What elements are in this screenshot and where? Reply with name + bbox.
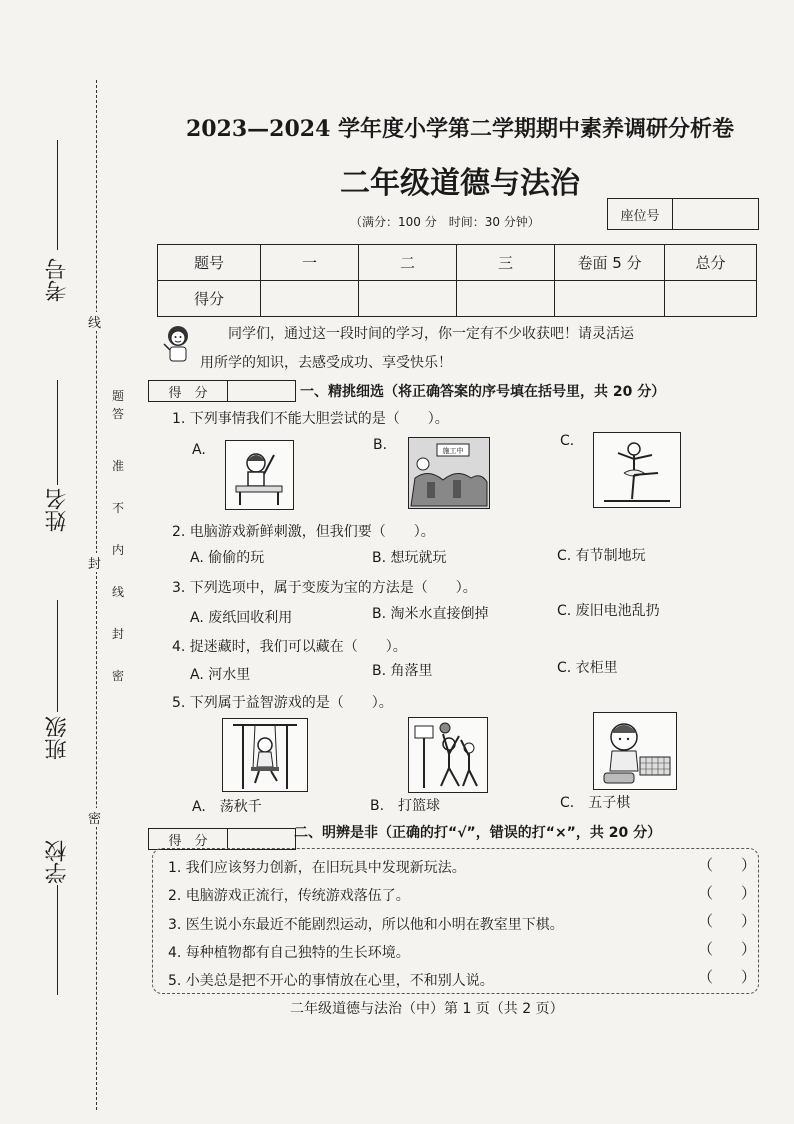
section1-score-field[interactable] — [228, 381, 295, 401]
exam-number-label: 考号 — [45, 258, 70, 302]
seal-char: 准 — [112, 459, 125, 473]
name-label: 姓名 — [45, 488, 70, 532]
seal-word-line: 线 — [88, 312, 101, 331]
q2-option-b[interactable]: B. 想玩就玩 — [372, 550, 447, 566]
table-header-cell: 题号 — [158, 245, 261, 281]
seal-word-secret: 密 — [88, 808, 101, 827]
class-label: 班级 — [45, 716, 70, 760]
score-cell[interactable] — [665, 281, 757, 317]
section1-title: 一、精挑细选（将正确答案的序号填在括号里，共 20 分） — [300, 384, 666, 400]
judge-item-5: 5. 小美总是把不开心的事情放在心里，不和别人说。 — [168, 973, 494, 989]
seal-char: 题 — [112, 389, 125, 403]
q4-option-c[interactable]: C. 衣柜里 — [557, 660, 618, 676]
seat-number-label: 座位号 — [608, 199, 673, 229]
q1-option-c[interactable]: C. — [560, 433, 575, 449]
page-footer: 二年级道德与法治（中）第 1 页（共 2 页） — [290, 1001, 564, 1017]
child-raising-hand-image — [225, 440, 294, 510]
answer-blank-4[interactable]: （） — [698, 940, 785, 958]
name-line[interactable] — [57, 380, 58, 485]
table-row — [158, 281, 757, 317]
table-row — [158, 245, 757, 281]
construction-sign-text: 施工中 — [442, 447, 464, 455]
gomoku-image — [593, 712, 677, 790]
q1-option-a[interactable]: A. — [192, 442, 206, 458]
swing-image — [222, 718, 308, 792]
question-2: 2. 电脑游戏新鲜刺激，但我们要（ ）。 — [172, 524, 435, 540]
q5-option-c[interactable]: C. 五子棋 — [560, 795, 631, 811]
q2-option-c[interactable]: C. 有节制地玩 — [557, 548, 646, 564]
seal-notice — [112, 390, 130, 688]
judge-item-4: 4. 每种植物都有自己独特的生长环境。 — [168, 945, 410, 961]
q3-option-b[interactable]: B. 淘米水直接倒掉 — [372, 606, 489, 622]
table-header-cell: 卷面 5 分 — [555, 245, 665, 281]
exam-title: 2023—2024 学年度小学第二学期期中素养调研分析卷 — [185, 116, 735, 142]
question-4: 4. 捉迷藏时，我们可以藏在（ ）。 — [172, 639, 407, 655]
seal-char: 密 — [112, 669, 125, 683]
table-header-cell: 二 — [359, 245, 457, 281]
seal-char: 答 — [112, 407, 125, 421]
intro-text — [200, 320, 770, 378]
section1-score-box — [148, 380, 296, 402]
section2-score-field[interactable] — [228, 829, 295, 849]
score-cell[interactable] — [359, 281, 457, 317]
binding-dashed-line — [96, 80, 97, 1110]
construction-site-image — [408, 437, 490, 509]
seal-char: 内 — [112, 543, 125, 557]
q3-option-c[interactable]: C. 废旧电池乱扔 — [557, 603, 660, 619]
school-line[interactable] — [57, 885, 58, 995]
section2-score-label: 得 分 — [149, 829, 228, 849]
basketball-image — [408, 717, 488, 793]
ballet-dancer-image — [593, 432, 681, 508]
judge-item-3: 3. 医生说小东最近不能剧烈运动，所以他和小明在教室里下棋。 — [168, 917, 564, 933]
score-cell[interactable] — [261, 281, 359, 317]
intro-line: 同学们，通过这一段时间的学习，你一定有不少收获吧！请灵活运 — [228, 326, 634, 342]
q1-option-b[interactable]: B. — [373, 437, 388, 453]
q3-option-a[interactable]: A. 废纸回收利用 — [190, 610, 293, 626]
score-table — [157, 244, 757, 317]
question-5: 5. 下列属于益智游戏的是（ ）。 — [172, 695, 393, 711]
seat-number-box — [607, 198, 759, 230]
question-1: 1. 下列事情我们不能大胆尝试的是（ ）。 — [172, 411, 449, 427]
girl-cartoon-icon — [160, 322, 196, 366]
question-3: 3. 下列选项中，属于变废为宝的方法是（ ）。 — [172, 580, 477, 596]
exam-number-line[interactable] — [57, 140, 58, 250]
seal-word-seal: 封 — [88, 553, 101, 572]
seal-char: 封 — [112, 627, 125, 641]
answer-blank-2[interactable]: （） — [698, 884, 785, 902]
table-header-cell: 三 — [457, 245, 555, 281]
exam-subtitle: 二年级道德与法治 — [340, 166, 580, 201]
q2-option-a[interactable]: A. 偷偷的玩 — [190, 550, 265, 566]
exam-meta: （满分：100 分 时间：30 分钟） — [350, 215, 540, 229]
class-line[interactable] — [57, 600, 58, 712]
section2-score-box — [148, 828, 296, 850]
table-row-label: 得分 — [158, 281, 261, 317]
section1-score-label: 得 分 — [149, 381, 228, 401]
answer-blank-5[interactable]: （） — [698, 968, 785, 986]
seal-char: 不 — [112, 501, 125, 515]
q5-option-a[interactable]: A. 荡秋千 — [192, 799, 262, 815]
table-header-cell: 总分 — [665, 245, 757, 281]
school-label: 学校 — [45, 840, 70, 884]
q4-option-a[interactable]: A. 河水里 — [190, 667, 251, 683]
q5-option-b[interactable]: B. 打篮球 — [370, 798, 441, 814]
intro-line: 用所学的知识，去感受成功、享受快乐！ — [200, 355, 452, 371]
table-header-cell: 一 — [261, 245, 359, 281]
q4-option-b[interactable]: B. 角落里 — [372, 663, 433, 679]
answer-blank-1[interactable]: （） — [698, 856, 785, 874]
seal-char: 线 — [112, 585, 125, 599]
judge-item-2: 2. 电脑游戏正流行，传统游戏落伍了。 — [168, 888, 410, 904]
seat-number-field[interactable] — [673, 199, 758, 229]
score-cell[interactable] — [555, 281, 665, 317]
score-cell[interactable] — [457, 281, 555, 317]
answer-blank-3[interactable]: （） — [698, 912, 785, 930]
judge-item-1: 1. 我们应该努力创新，在旧玩具中发现新玩法。 — [168, 860, 466, 876]
section2-title: 二、明辨是非（正确的打“√”，错误的打“×”，共 20 分） — [294, 825, 662, 841]
